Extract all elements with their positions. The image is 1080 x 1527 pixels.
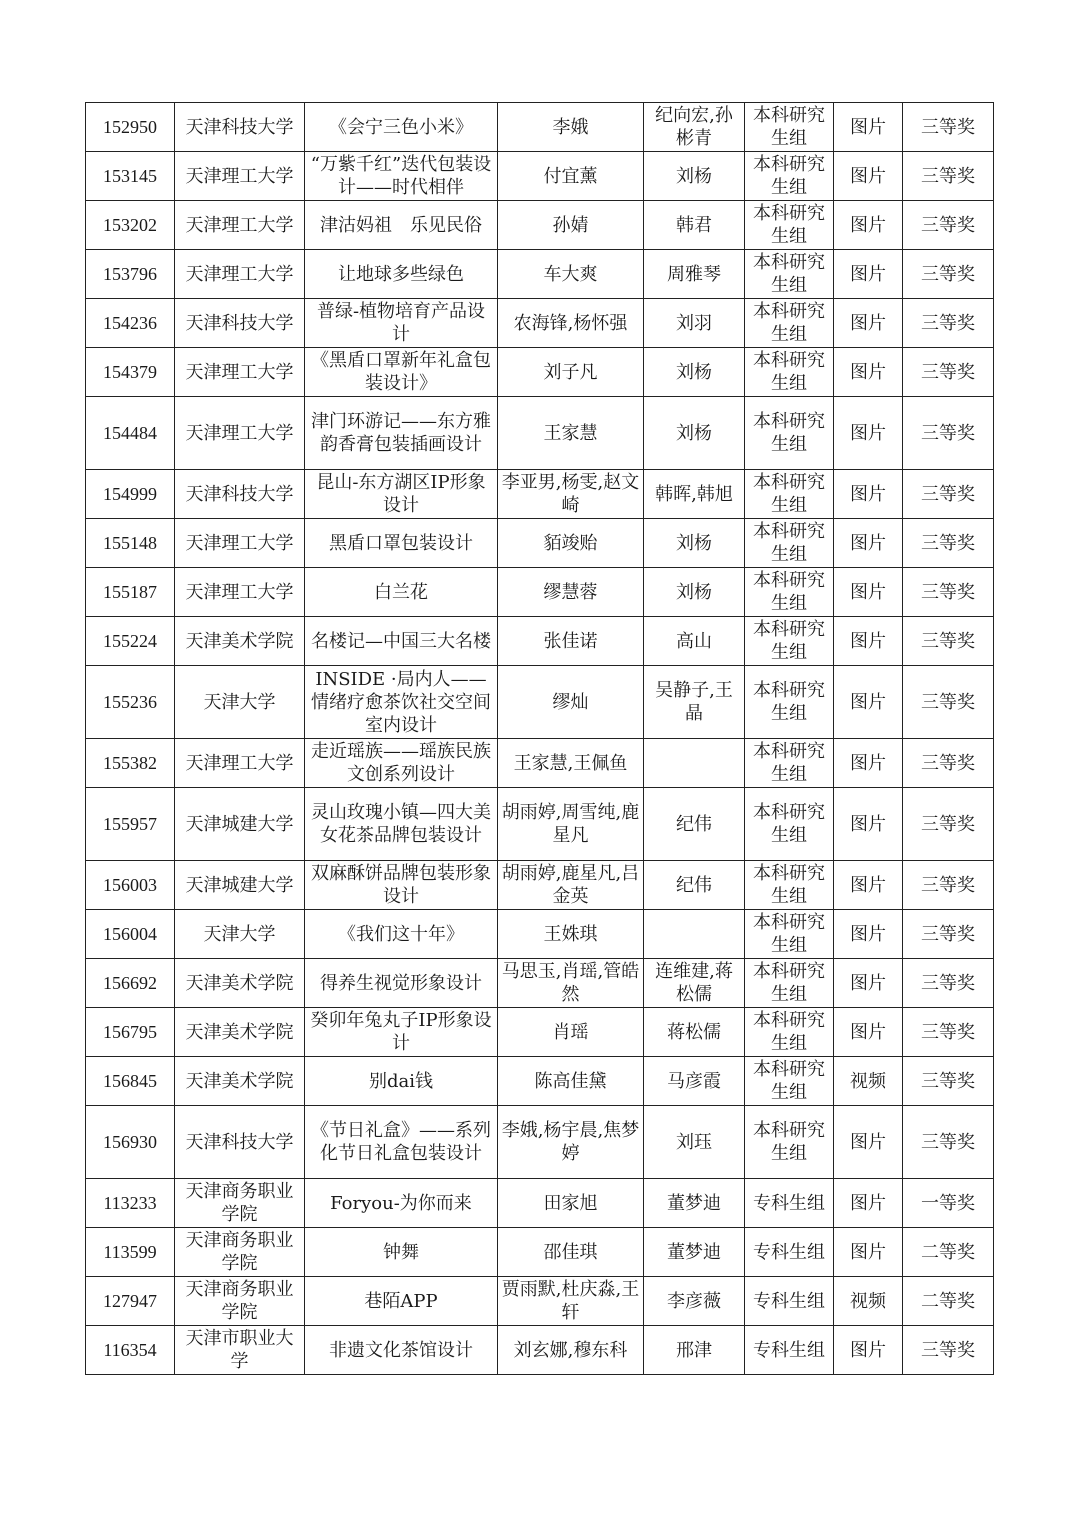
entry-id-cell: 155187 — [86, 568, 175, 617]
advisors-cell: 周雅琴 — [644, 250, 745, 299]
work-type-cell: 图片 — [834, 152, 903, 201]
advisors-cell: 邢津 — [644, 1326, 745, 1375]
school-cell: 天津美术学院 — [175, 1008, 305, 1057]
school-cell: 天津理工大学 — [175, 201, 305, 250]
table-row — [86, 1326, 994, 1375]
group-cell: 专科生组 — [745, 1179, 834, 1228]
authors-cell: 李娥 — [498, 103, 644, 152]
school-cell: 天津美术学院 — [175, 617, 305, 666]
table-row — [86, 397, 994, 470]
work-title-cell: 钟舞 — [305, 1228, 498, 1277]
school-cell: 天津美术学院 — [175, 1057, 305, 1106]
authors-cell: 胡雨婷,鹿星凡,吕金英 — [498, 861, 644, 910]
award-level-cell: 三等奖 — [903, 1008, 994, 1057]
award-level-cell: 三等奖 — [903, 910, 994, 959]
advisors-cell: 蒋松儒 — [644, 1008, 745, 1057]
work-type-cell: 图片 — [834, 739, 903, 788]
group-cell: 本科研究生组 — [745, 959, 834, 1008]
advisors-cell: 马彦霞 — [644, 1057, 745, 1106]
table-row — [86, 1228, 994, 1277]
work-title-cell: 津门环游记——东方雅韵香膏包装插画设计 — [305, 397, 498, 470]
table-row — [86, 1057, 994, 1106]
entry-id-cell: 154379 — [86, 348, 175, 397]
group-cell: 本科研究生组 — [745, 788, 834, 861]
entry-id-cell: 127947 — [86, 1277, 175, 1326]
group-cell: 本科研究生组 — [745, 470, 834, 519]
advisors-cell — [644, 910, 745, 959]
authors-cell: 马思玉,肖瑶,管皓然 — [498, 959, 644, 1008]
authors-cell: 肖瑶 — [498, 1008, 644, 1057]
group-cell: 本科研究生组 — [745, 739, 834, 788]
group-cell: 本科研究生组 — [745, 397, 834, 470]
award-level-cell: 三等奖 — [903, 1106, 994, 1179]
entry-id-cell: 156930 — [86, 1106, 175, 1179]
award-table — [85, 102, 994, 1375]
table-row — [86, 1106, 994, 1179]
group-cell: 本科研究生组 — [745, 1057, 834, 1106]
authors-cell: 王姝琪 — [498, 910, 644, 959]
school-cell: 天津商务职业学院 — [175, 1228, 305, 1277]
group-cell: 本科研究生组 — [745, 103, 834, 152]
work-type-cell: 图片 — [834, 201, 903, 250]
work-title-cell: 黑盾口罩包装设计 — [305, 519, 498, 568]
table-row — [86, 348, 994, 397]
entry-id-cell: 155382 — [86, 739, 175, 788]
award-level-cell: 三等奖 — [903, 152, 994, 201]
entry-id-cell: 156004 — [86, 910, 175, 959]
entry-id-cell: 155236 — [86, 666, 175, 739]
school-cell: 天津科技大学 — [175, 103, 305, 152]
award-level-cell: 三等奖 — [903, 348, 994, 397]
table-row — [86, 250, 994, 299]
work-type-cell: 图片 — [834, 1179, 903, 1228]
advisors-cell: 刘杨 — [644, 519, 745, 568]
table-row — [86, 568, 994, 617]
school-cell: 天津城建大学 — [175, 788, 305, 861]
group-cell: 专科生组 — [745, 1228, 834, 1277]
authors-cell: 王家慧,王佩鱼 — [498, 739, 644, 788]
group-cell: 本科研究生组 — [745, 666, 834, 739]
advisors-cell: 刘杨 — [644, 348, 745, 397]
group-cell: 本科研究生组 — [745, 861, 834, 910]
work-type-cell: 图片 — [834, 861, 903, 910]
award-level-cell: 三等奖 — [903, 299, 994, 348]
school-cell: 天津理工大学 — [175, 568, 305, 617]
award-level-cell: 三等奖 — [903, 739, 994, 788]
table-row — [86, 617, 994, 666]
school-cell: 天津理工大学 — [175, 250, 305, 299]
award-level-cell: 三等奖 — [903, 568, 994, 617]
advisors-cell: 刘珏 — [644, 1106, 745, 1179]
advisors-cell: 纪伟 — [644, 788, 745, 861]
award-level-cell: 一等奖 — [903, 1179, 994, 1228]
entry-id-cell: 153202 — [86, 201, 175, 250]
authors-cell: 胡雨婷,周雪纯,鹿星凡 — [498, 788, 644, 861]
entry-id-cell: 154236 — [86, 299, 175, 348]
work-type-cell: 图片 — [834, 470, 903, 519]
entry-id-cell: 156003 — [86, 861, 175, 910]
entry-id-cell: 153796 — [86, 250, 175, 299]
authors-cell: 李亚男,杨雯,赵文崎 — [498, 470, 644, 519]
advisors-cell: 纪伟 — [644, 861, 745, 910]
entry-id-cell: 155148 — [86, 519, 175, 568]
award-level-cell: 三等奖 — [903, 617, 994, 666]
advisors-cell: 连维建,蒋松儒 — [644, 959, 745, 1008]
group-cell: 本科研究生组 — [745, 519, 834, 568]
group-cell: 本科研究生组 — [745, 348, 834, 397]
school-cell: 天津美术学院 — [175, 959, 305, 1008]
authors-cell: 邵佳琪 — [498, 1228, 644, 1277]
school-cell: 天津理工大学 — [175, 519, 305, 568]
school-cell: 天津理工大学 — [175, 152, 305, 201]
work-type-cell: 图片 — [834, 519, 903, 568]
award-level-cell: 三等奖 — [903, 201, 994, 250]
entry-id-cell: 156795 — [86, 1008, 175, 1057]
authors-cell: 缪灿 — [498, 666, 644, 739]
table-row — [86, 788, 994, 861]
authors-cell: 刘玄娜,穆东科 — [498, 1326, 644, 1375]
work-title-cell: 癸卯年兔丸子IP形象设计 — [305, 1008, 498, 1057]
school-cell: 天津科技大学 — [175, 299, 305, 348]
entry-id-cell: 156845 — [86, 1057, 175, 1106]
table-row — [86, 861, 994, 910]
work-title-cell: Foryou-为你而来 — [305, 1179, 498, 1228]
work-title-cell: 津沽妈祖 乐见民俗 — [305, 201, 498, 250]
authors-cell: 车大爽 — [498, 250, 644, 299]
work-title-cell: 让地球多些绿色 — [305, 250, 498, 299]
work-title-cell: 《会宁三色小米》 — [305, 103, 498, 152]
work-type-cell: 图片 — [834, 1106, 903, 1179]
authors-cell: 王家慧 — [498, 397, 644, 470]
table-row — [86, 470, 994, 519]
authors-cell: 陈高佳黛 — [498, 1057, 644, 1106]
table-row — [86, 103, 994, 152]
school-cell: 天津商务职业学院 — [175, 1277, 305, 1326]
work-type-cell: 图片 — [834, 299, 903, 348]
advisors-cell: 刘杨 — [644, 397, 745, 470]
work-title-cell: 巷陌APP — [305, 1277, 498, 1326]
award-level-cell: 三等奖 — [903, 1057, 994, 1106]
work-type-cell: 视频 — [834, 1057, 903, 1106]
entry-id-cell: 155957 — [86, 788, 175, 861]
entry-id-cell: 153145 — [86, 152, 175, 201]
school-cell: 天津大学 — [175, 910, 305, 959]
work-type-cell: 图片 — [834, 1228, 903, 1277]
award-level-cell: 三等奖 — [903, 788, 994, 861]
table-row — [86, 666, 994, 739]
work-title-cell: 得养生视觉形象设计 — [305, 959, 498, 1008]
table-row — [86, 519, 994, 568]
school-cell: 天津理工大学 — [175, 348, 305, 397]
award-level-cell: 二等奖 — [903, 1228, 994, 1277]
table-row — [86, 959, 994, 1008]
advisors-cell: 刘杨 — [644, 152, 745, 201]
work-title-cell: 白兰花 — [305, 568, 498, 617]
award-level-cell: 三等奖 — [903, 1326, 994, 1375]
work-type-cell: 图片 — [834, 788, 903, 861]
work-type-cell: 图片 — [834, 1326, 903, 1375]
group-cell: 本科研究生组 — [745, 1106, 834, 1179]
school-cell: 天津科技大学 — [175, 470, 305, 519]
school-cell: 天津理工大学 — [175, 397, 305, 470]
group-cell: 本科研究生组 — [745, 152, 834, 201]
award-level-cell: 三等奖 — [903, 519, 994, 568]
work-type-cell: 图片 — [834, 568, 903, 617]
work-type-cell: 图片 — [834, 397, 903, 470]
table-row — [86, 1277, 994, 1326]
work-type-cell: 图片 — [834, 250, 903, 299]
work-title-cell: 普绿-植物培育产品设计 — [305, 299, 498, 348]
work-title-cell: “万紫千红”迭代包装设计——时代相伴 — [305, 152, 498, 201]
entry-id-cell: 154484 — [86, 397, 175, 470]
award-level-cell: 三等奖 — [903, 250, 994, 299]
award-rows — [86, 103, 994, 1375]
group-cell: 专科生组 — [745, 1277, 834, 1326]
advisors-cell: 刘杨 — [644, 568, 745, 617]
entry-id-cell: 113233 — [86, 1179, 175, 1228]
table-row — [86, 739, 994, 788]
authors-cell: 张佳诺 — [498, 617, 644, 666]
work-title-cell: 别dai钱 — [305, 1057, 498, 1106]
school-cell: 天津理工大学 — [175, 739, 305, 788]
award-level-cell: 二等奖 — [903, 1277, 994, 1326]
authors-cell: 缪慧蓉 — [498, 568, 644, 617]
group-cell: 本科研究生组 — [745, 568, 834, 617]
advisors-cell: 董梦迪 — [644, 1228, 745, 1277]
advisors-cell: 吴静子,王晶 — [644, 666, 745, 739]
table-row — [86, 152, 994, 201]
work-type-cell: 图片 — [834, 1008, 903, 1057]
award-list-sheet — [85, 102, 993, 1375]
work-type-cell: 图片 — [834, 617, 903, 666]
advisors-cell — [644, 739, 745, 788]
work-title-cell: 《黑盾口罩新年礼盒包装设计》 — [305, 348, 498, 397]
work-title-cell: 非遗文化茶馆设计 — [305, 1326, 498, 1375]
award-level-cell: 三等奖 — [903, 103, 994, 152]
table-row — [86, 1179, 994, 1228]
group-cell: 本科研究生组 — [745, 299, 834, 348]
authors-cell: 农海锋,杨怀强 — [498, 299, 644, 348]
work-title-cell: 昆山-东方湖区IP形象设计 — [305, 470, 498, 519]
authors-cell: 贾雨默,杜庆淼,王轩 — [498, 1277, 644, 1326]
group-cell: 本科研究生组 — [745, 910, 834, 959]
entry-id-cell: 152950 — [86, 103, 175, 152]
advisors-cell: 高山 — [644, 617, 745, 666]
authors-cell: 刘子凡 — [498, 348, 644, 397]
group-cell: 专科生组 — [745, 1326, 834, 1375]
authors-cell: 付宜薰 — [498, 152, 644, 201]
award-level-cell: 三等奖 — [903, 470, 994, 519]
authors-cell: 李娥,杨宇晨,焦梦婷 — [498, 1106, 644, 1179]
table-row — [86, 299, 994, 348]
entry-id-cell: 155224 — [86, 617, 175, 666]
entry-id-cell: 154999 — [86, 470, 175, 519]
work-type-cell: 图片 — [834, 910, 903, 959]
table-row — [86, 910, 994, 959]
advisors-cell: 韩晖,韩旭 — [644, 470, 745, 519]
work-title-cell: 《节日礼盒》——系列化节日礼盒包装设计 — [305, 1106, 498, 1179]
school-cell: 天津大学 — [175, 666, 305, 739]
advisors-cell: 董梦迪 — [644, 1179, 745, 1228]
table-row — [86, 1008, 994, 1057]
entry-id-cell: 156692 — [86, 959, 175, 1008]
school-cell: 天津市职业大学 — [175, 1326, 305, 1375]
advisors-cell: 李彦薇 — [644, 1277, 745, 1326]
work-title-cell: 走近瑶族——瑶族民族文创系列设计 — [305, 739, 498, 788]
work-type-cell: 图片 — [834, 666, 903, 739]
advisors-cell: 刘羽 — [644, 299, 745, 348]
award-level-cell: 三等奖 — [903, 397, 994, 470]
group-cell: 本科研究生组 — [745, 250, 834, 299]
school-cell: 天津科技大学 — [175, 1106, 305, 1179]
advisors-cell: 纪向宏,孙彬青 — [644, 103, 745, 152]
work-title-cell: 灵山玫瑰小镇—四大美女花茶品牌包装设计 — [305, 788, 498, 861]
award-level-cell: 三等奖 — [903, 959, 994, 1008]
entry-id-cell: 113599 — [86, 1228, 175, 1277]
entry-id-cell: 116354 — [86, 1326, 175, 1375]
work-title-cell: INSIDE ·局内人——情绪疗愈茶饮社交空间室内设计 — [305, 666, 498, 739]
work-title-cell: 《我们这十年》 — [305, 910, 498, 959]
work-title-cell: 名楼记—中国三大名楼 — [305, 617, 498, 666]
group-cell: 本科研究生组 — [745, 201, 834, 250]
authors-cell: 孙婧 — [498, 201, 644, 250]
group-cell: 本科研究生组 — [745, 1008, 834, 1057]
work-title-cell: 双麻酥饼品牌包装形象设计 — [305, 861, 498, 910]
award-level-cell: 三等奖 — [903, 666, 994, 739]
advisors-cell: 韩君 — [644, 201, 745, 250]
authors-cell: 貊竣贻 — [498, 519, 644, 568]
award-level-cell: 三等奖 — [903, 861, 994, 910]
school-cell: 天津商务职业学院 — [175, 1179, 305, 1228]
school-cell: 天津城建大学 — [175, 861, 305, 910]
group-cell: 本科研究生组 — [745, 617, 834, 666]
authors-cell: 田家旭 — [498, 1179, 644, 1228]
work-type-cell: 图片 — [834, 959, 903, 1008]
table-row — [86, 201, 994, 250]
work-type-cell: 图片 — [834, 103, 903, 152]
work-type-cell: 图片 — [834, 348, 903, 397]
work-type-cell: 视频 — [834, 1277, 903, 1326]
